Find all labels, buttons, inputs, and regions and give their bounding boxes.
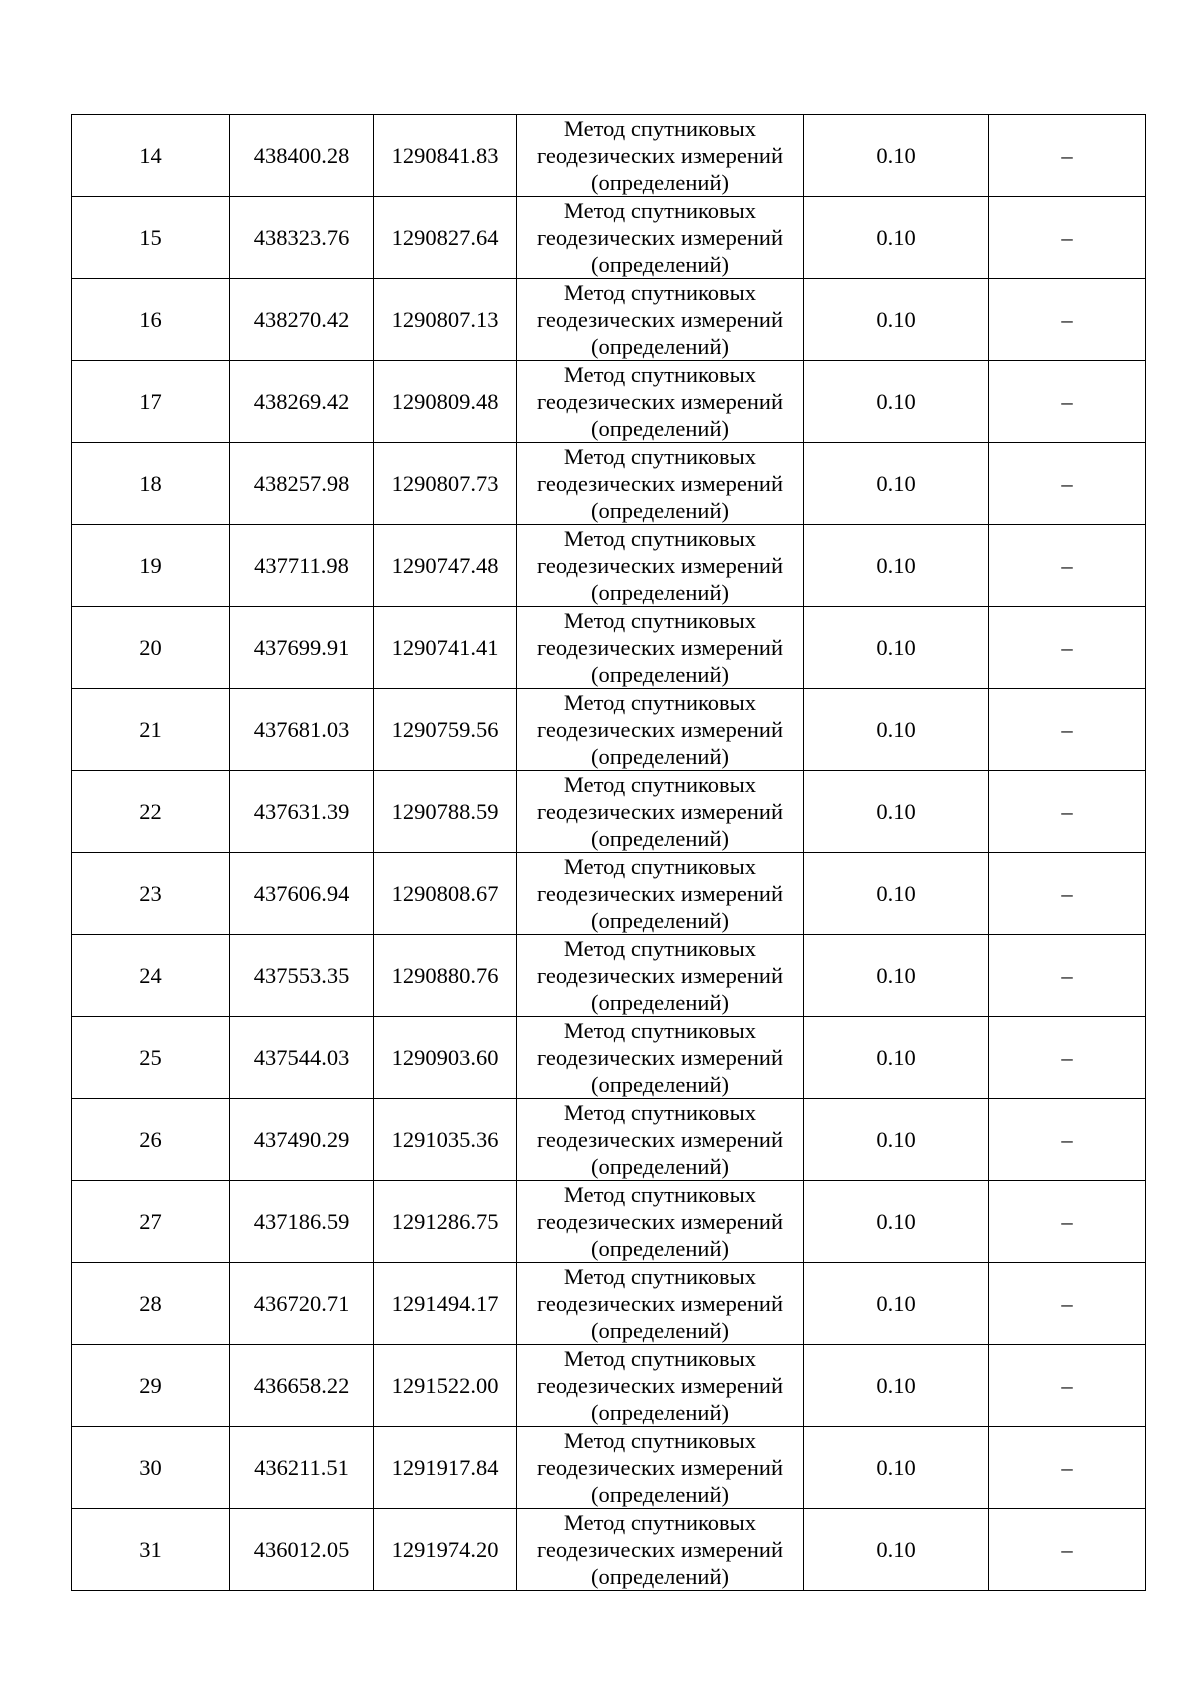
y-coordinate-cell: 1290759.56 bbox=[374, 689, 517, 771]
method-cell bbox=[517, 935, 804, 1017]
table-row bbox=[72, 1263, 1146, 1345]
note-cell: – bbox=[989, 607, 1146, 689]
y-coordinate-cell: 1290903.60 bbox=[374, 1017, 517, 1099]
x-coordinate-cell: 438257.98 bbox=[230, 443, 374, 525]
method-cell bbox=[517, 1427, 804, 1509]
table-row bbox=[72, 1017, 1146, 1099]
method-line: геодезических измерений bbox=[536, 963, 784, 988]
accuracy-cell: 0.10 bbox=[804, 1181, 989, 1263]
note-cell: – bbox=[989, 1017, 1146, 1099]
table-row bbox=[72, 1181, 1146, 1263]
method-line: (определений) bbox=[591, 826, 729, 851]
table-row bbox=[72, 1509, 1146, 1591]
method-line: Метод спутниковых bbox=[563, 772, 757, 797]
method-line: Метод спутниковых bbox=[563, 1182, 757, 1207]
method-line: Метод спутниковых bbox=[563, 1346, 757, 1371]
method-line: геодезических измерений bbox=[536, 143, 784, 168]
point-number-cell: 17 bbox=[72, 361, 230, 443]
note-cell: – bbox=[989, 689, 1146, 771]
table-row bbox=[72, 443, 1146, 525]
point-number-cell: 21 bbox=[72, 689, 230, 771]
note-cell: – bbox=[989, 853, 1146, 935]
method-line: геодезических измерений bbox=[536, 225, 784, 250]
table-row bbox=[72, 279, 1146, 361]
accuracy-cell: 0.10 bbox=[804, 361, 989, 443]
method-cell bbox=[517, 1345, 804, 1427]
x-coordinate-cell: 436012.05 bbox=[230, 1509, 374, 1591]
accuracy-cell: 0.10 bbox=[804, 853, 989, 935]
method-cell bbox=[517, 689, 804, 771]
table-row bbox=[72, 361, 1146, 443]
method-line: (определений) bbox=[591, 744, 729, 769]
x-coordinate-cell: 437606.94 bbox=[230, 853, 374, 935]
x-coordinate-cell: 437553.35 bbox=[230, 935, 374, 1017]
coordinates-table bbox=[71, 114, 1146, 1591]
y-coordinate-cell: 1290880.76 bbox=[374, 935, 517, 1017]
method-cell bbox=[517, 1099, 804, 1181]
method-line: (определений) bbox=[591, 1400, 729, 1425]
method-line: (определений) bbox=[591, 1154, 729, 1179]
method-line: (определений) bbox=[591, 1482, 729, 1507]
accuracy-cell: 0.10 bbox=[804, 279, 989, 361]
x-coordinate-cell: 436658.22 bbox=[230, 1345, 374, 1427]
note-cell: – bbox=[989, 1099, 1146, 1181]
accuracy-cell: 0.10 bbox=[804, 1263, 989, 1345]
note-cell: – bbox=[989, 1181, 1146, 1263]
x-coordinate-cell: 437490.29 bbox=[230, 1099, 374, 1181]
method-cell bbox=[517, 853, 804, 935]
x-coordinate-cell: 437681.03 bbox=[230, 689, 374, 771]
table-row bbox=[72, 935, 1146, 1017]
method-line: (определений) bbox=[591, 334, 729, 359]
method-line: геодезических измерений bbox=[536, 1127, 784, 1152]
accuracy-cell: 0.10 bbox=[804, 1345, 989, 1427]
y-coordinate-cell: 1290807.73 bbox=[374, 443, 517, 525]
accuracy-cell: 0.10 bbox=[804, 689, 989, 771]
y-coordinate-cell: 1290741.41 bbox=[374, 607, 517, 689]
method-line: Метод спутниковых bbox=[563, 936, 757, 961]
accuracy-cell: 0.10 bbox=[804, 197, 989, 279]
method-line: геодезических измерений bbox=[536, 1209, 784, 1234]
method-line: (определений) bbox=[591, 416, 729, 441]
point-number-cell: 29 bbox=[72, 1345, 230, 1427]
note-cell: – bbox=[989, 197, 1146, 279]
x-coordinate-cell: 437544.03 bbox=[230, 1017, 374, 1099]
y-coordinate-cell: 1291286.75 bbox=[374, 1181, 517, 1263]
method-cell bbox=[517, 607, 804, 689]
accuracy-cell: 0.10 bbox=[804, 771, 989, 853]
method-line: (определений) bbox=[591, 580, 729, 605]
note-cell: – bbox=[989, 279, 1146, 361]
note-cell: – bbox=[989, 115, 1146, 197]
note-cell: – bbox=[989, 443, 1146, 525]
table-row bbox=[72, 1345, 1146, 1427]
y-coordinate-cell: 1291035.36 bbox=[374, 1099, 517, 1181]
point-number-cell: 16 bbox=[72, 279, 230, 361]
method-line: геодезических измерений bbox=[536, 717, 784, 742]
method-line: Метод спутниковых bbox=[563, 362, 757, 387]
method-line: Метод спутниковых bbox=[563, 198, 757, 223]
method-line: геодезических измерений bbox=[536, 799, 784, 824]
x-coordinate-cell: 437631.39 bbox=[230, 771, 374, 853]
method-line: Метод спутниковых bbox=[563, 608, 757, 633]
note-cell: – bbox=[989, 1263, 1146, 1345]
y-coordinate-cell: 1291494.17 bbox=[374, 1263, 517, 1345]
method-line: геодезических измерений bbox=[536, 553, 784, 578]
point-number-cell: 25 bbox=[72, 1017, 230, 1099]
accuracy-cell: 0.10 bbox=[804, 607, 989, 689]
method-line: (определений) bbox=[591, 1318, 729, 1343]
table-row bbox=[72, 607, 1146, 689]
note-cell: – bbox=[989, 1509, 1146, 1591]
method-line: геодезических измерений bbox=[536, 1291, 784, 1316]
point-number-cell: 24 bbox=[72, 935, 230, 1017]
method-line: (определений) bbox=[591, 1072, 729, 1097]
method-line: Метод спутниковых bbox=[563, 1264, 757, 1289]
method-line: Метод спутниковых bbox=[563, 526, 757, 551]
point-number-cell: 18 bbox=[72, 443, 230, 525]
method-cell bbox=[517, 443, 804, 525]
note-cell: – bbox=[989, 361, 1146, 443]
method-line: геодезических измерений bbox=[536, 1455, 784, 1480]
table-row bbox=[72, 689, 1146, 771]
method-cell bbox=[517, 115, 804, 197]
method-line: Метод спутниковых bbox=[563, 1510, 757, 1535]
y-coordinate-cell: 1290807.13 bbox=[374, 279, 517, 361]
method-line: (определений) bbox=[591, 170, 729, 195]
method-cell bbox=[517, 771, 804, 853]
x-coordinate-cell: 438270.42 bbox=[230, 279, 374, 361]
accuracy-cell: 0.10 bbox=[804, 1099, 989, 1181]
x-coordinate-cell: 438323.76 bbox=[230, 197, 374, 279]
point-number-cell: 15 bbox=[72, 197, 230, 279]
y-coordinate-cell: 1291917.84 bbox=[374, 1427, 517, 1509]
table-row bbox=[72, 1099, 1146, 1181]
method-line: (определений) bbox=[591, 498, 729, 523]
method-line: Метод спутниковых bbox=[563, 690, 757, 715]
x-coordinate-cell: 437711.98 bbox=[230, 525, 374, 607]
note-cell: – bbox=[989, 1427, 1146, 1509]
accuracy-cell: 0.10 bbox=[804, 1017, 989, 1099]
x-coordinate-cell: 438400.28 bbox=[230, 115, 374, 197]
y-coordinate-cell: 1290788.59 bbox=[374, 771, 517, 853]
note-cell: – bbox=[989, 1345, 1146, 1427]
method-cell bbox=[517, 1017, 804, 1099]
point-number-cell: 31 bbox=[72, 1509, 230, 1591]
y-coordinate-cell: 1290808.67 bbox=[374, 853, 517, 935]
y-coordinate-cell: 1290747.48 bbox=[374, 525, 517, 607]
y-coordinate-cell: 1290827.64 bbox=[374, 197, 517, 279]
y-coordinate-cell: 1290841.83 bbox=[374, 115, 517, 197]
method-cell bbox=[517, 525, 804, 607]
accuracy-cell: 0.10 bbox=[804, 115, 989, 197]
method-line: Метод спутниковых bbox=[563, 1018, 757, 1043]
x-coordinate-cell: 436211.51 bbox=[230, 1427, 374, 1509]
accuracy-cell: 0.10 bbox=[804, 1509, 989, 1591]
point-number-cell: 27 bbox=[72, 1181, 230, 1263]
method-line: (определений) bbox=[591, 1236, 729, 1261]
method-cell bbox=[517, 1263, 804, 1345]
method-cell bbox=[517, 279, 804, 361]
point-number-cell: 28 bbox=[72, 1263, 230, 1345]
method-line: геодезических измерений bbox=[536, 635, 784, 660]
method-cell bbox=[517, 1509, 804, 1591]
table-row bbox=[72, 197, 1146, 279]
method-line: геодезических измерений bbox=[536, 881, 784, 906]
method-cell bbox=[517, 361, 804, 443]
table-row bbox=[72, 1427, 1146, 1509]
method-line: (определений) bbox=[591, 662, 729, 687]
y-coordinate-cell: 1291974.20 bbox=[374, 1509, 517, 1591]
y-coordinate-cell: 1290809.48 bbox=[374, 361, 517, 443]
table-row bbox=[72, 853, 1146, 935]
accuracy-cell: 0.10 bbox=[804, 443, 989, 525]
x-coordinate-cell: 436720.71 bbox=[230, 1263, 374, 1345]
point-number-cell: 14 bbox=[72, 115, 230, 197]
method-line: (определений) bbox=[591, 252, 729, 277]
method-line: геодезических измерений bbox=[536, 307, 784, 332]
method-line: геодезических измерений bbox=[536, 1045, 784, 1070]
method-line: Метод спутниковых bbox=[563, 116, 757, 141]
table-row bbox=[72, 771, 1146, 853]
point-number-cell: 22 bbox=[72, 771, 230, 853]
table-row bbox=[72, 115, 1146, 197]
method-line: геодезических измерений bbox=[536, 1537, 784, 1562]
point-number-cell: 23 bbox=[72, 853, 230, 935]
x-coordinate-cell: 437699.91 bbox=[230, 607, 374, 689]
method-line: (определений) bbox=[591, 908, 729, 933]
point-number-cell: 30 bbox=[72, 1427, 230, 1509]
method-cell bbox=[517, 1181, 804, 1263]
accuracy-cell: 0.10 bbox=[804, 525, 989, 607]
x-coordinate-cell: 438269.42 bbox=[230, 361, 374, 443]
method-line: Метод спутниковых bbox=[563, 280, 757, 305]
method-cell bbox=[517, 197, 804, 279]
table-row bbox=[72, 525, 1146, 607]
coordinates-table-body bbox=[72, 115, 1146, 1591]
point-number-cell: 19 bbox=[72, 525, 230, 607]
x-coordinate-cell: 437186.59 bbox=[230, 1181, 374, 1263]
point-number-cell: 26 bbox=[72, 1099, 230, 1181]
method-line: (определений) bbox=[591, 1564, 729, 1589]
method-line: Метод спутниковых bbox=[563, 1100, 757, 1125]
note-cell: – bbox=[989, 935, 1146, 1017]
method-line: геодезических измерений bbox=[536, 1373, 784, 1398]
method-line: Метод спутниковых bbox=[563, 444, 757, 469]
method-line: Метод спутниковых bbox=[563, 854, 757, 879]
method-line: Метод спутниковых bbox=[563, 1428, 757, 1453]
method-line: (определений) bbox=[591, 990, 729, 1015]
accuracy-cell: 0.10 bbox=[804, 1427, 989, 1509]
method-line: геодезических измерений bbox=[536, 471, 784, 496]
y-coordinate-cell: 1291522.00 bbox=[374, 1345, 517, 1427]
accuracy-cell: 0.10 bbox=[804, 935, 989, 1017]
method-line: геодезических измерений bbox=[536, 389, 784, 414]
note-cell: – bbox=[989, 525, 1146, 607]
point-number-cell: 20 bbox=[72, 607, 230, 689]
note-cell: – bbox=[989, 771, 1146, 853]
